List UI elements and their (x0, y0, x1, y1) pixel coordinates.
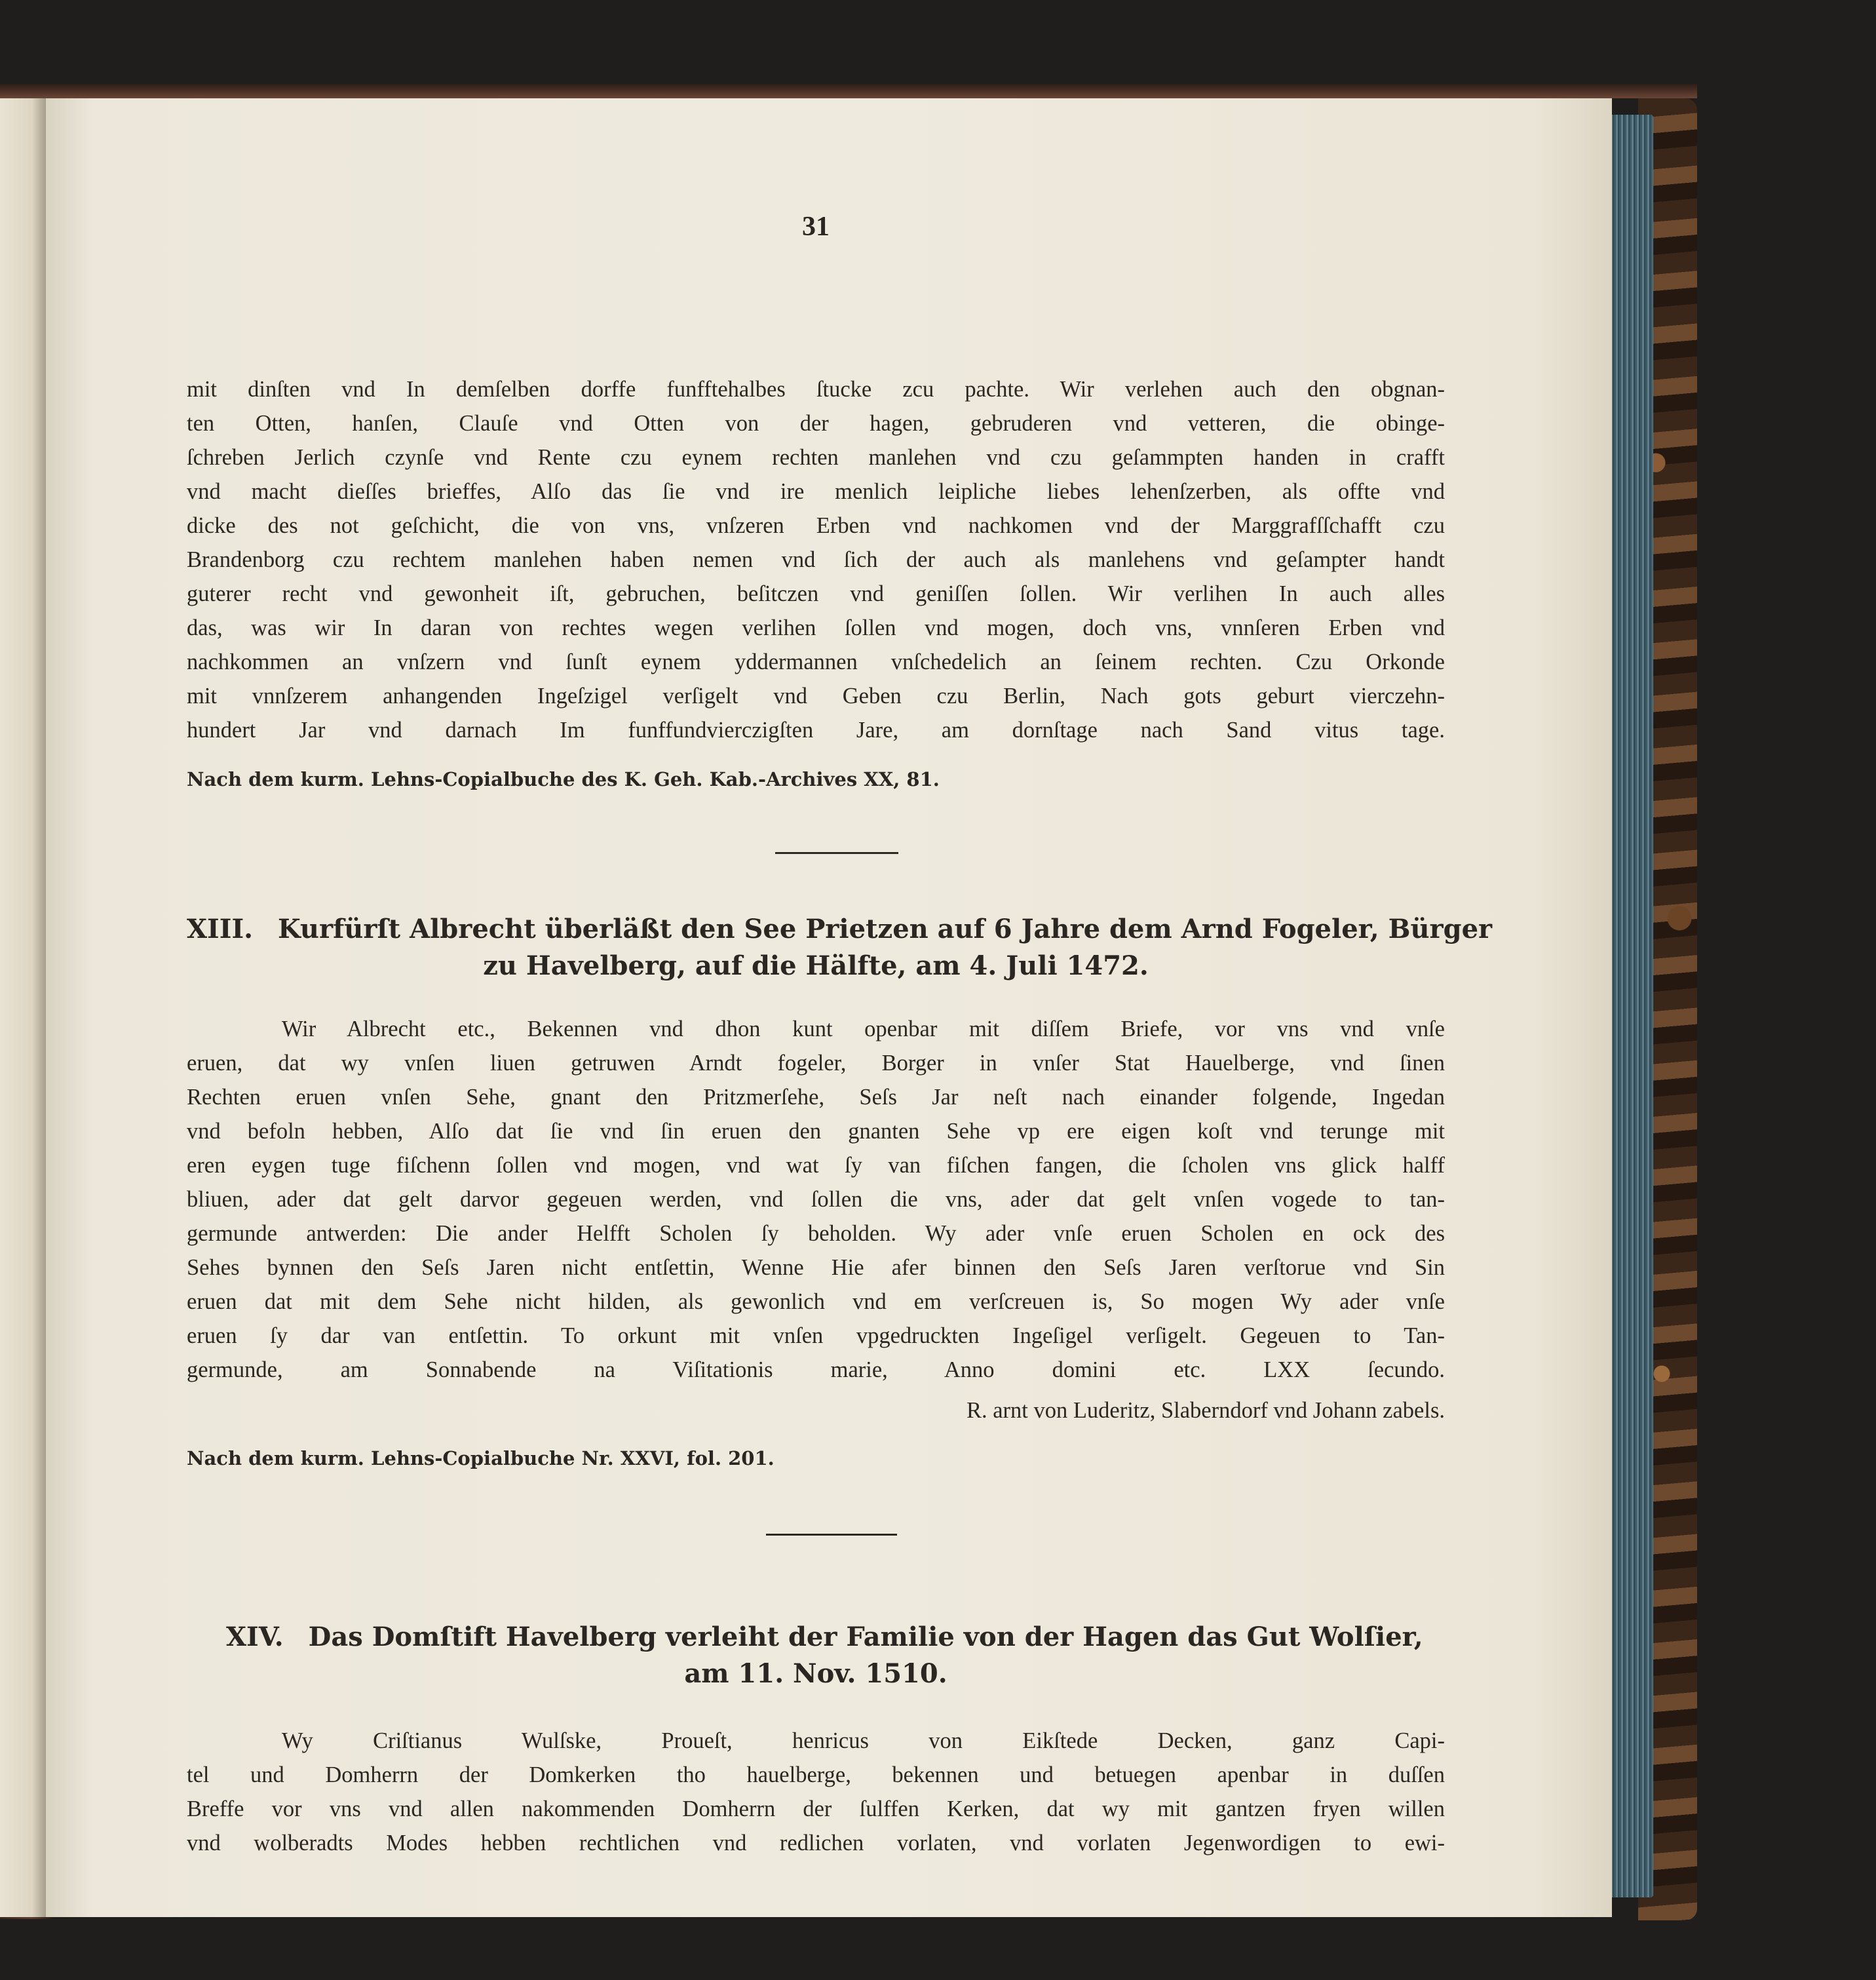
left-page-sliver (0, 98, 46, 1917)
text-line: das, was wir In daran von rechtes wegen verlihen ſollen vnd mogen, doch vns, vnnſeren Erben vnd (187, 615, 1445, 640)
section-divider (775, 852, 898, 854)
section-number: XIII. (187, 914, 254, 944)
text-line: eren eygen tuge fiſchenn ſollen vnd mogen, vnd wat ſy van fiſchen fangen, die ſcholen vns glick halff (187, 1153, 1445, 1178)
text-line: ſchreben Jerlich czynſe vnd Rente czu eynem rechten manlehen vnd czu geſammpten handen in crafft (187, 445, 1445, 470)
text-line: Wy Criſtianus Wulſske, Proueſt, henricus von Eikſtede Decken, ganz Capi- (282, 1728, 1445, 1753)
source-note: Nach dem kurm. Lehns-Copialbuche des K. Geh. Kab.-Archives XX, 81. (187, 768, 940, 790)
text-line: tel und Domherrn der Domkerken tho hauelberge, bekennen und betuegen apenbar in duſſen (187, 1762, 1445, 1787)
signature-line: R. arnt von Luderitz, Slaberndorf vnd Johann zabels. (966, 1398, 1445, 1423)
text-line: nachkommen an vnſzern vnd ſunſt eynem yddermannen vnſchedelich an ſeinem rechten. Czu Orkonde (187, 650, 1445, 674)
text-line: Breffe vor vns vnd allen nakommenden Domherrn der ſulffen Kerken, dat wy mit gantzen fryen willen (187, 1796, 1445, 1821)
text-line: germunde antwerden: Die ander Helfft Scholen ſy beholden. Wy ader vnſe eruen Scholen en ock des (187, 1221, 1445, 1246)
text-line: Sehes bynnen den Seſs Jaren nicht entſettin, Wenne Hie afer binnen den Seſs Jaren verſtorue vnd Sin (187, 1255, 1445, 1280)
charter-text-xiii (187, 1012, 1445, 1387)
text-line: Brandenborg czu rechtem manlehen haben nemen vnd ſich der auch als manlehens vnd geſampter handt (187, 547, 1445, 572)
document-continuation-paragraph (187, 372, 1445, 747)
text-line: Rechten eruen vnſen Sehe, gnant den Pritzmerſehe, Seſs Jar neſt nach einander folgende, Ingedan (187, 1085, 1445, 1110)
text-line: eruen ſy dar van entſettin. To orkunt mit vnſen vpgedruckten Ingeſigel verſigelt. Gegeuen to Tan- (187, 1323, 1445, 1348)
text-line: eruen, dat wy vnſen liuen getruwen Arndt fogeler, Borger in vnſer Stat Hauelberge, vnd ſinen (187, 1051, 1445, 1076)
text-line: eruen dat mit dem Sehe nicht hilden, als gewonlich vnd em verſcreuen is, So mogen Wy ader vnſe (187, 1289, 1445, 1314)
text-line: vnd wolberadts Modes hebben rechtlichen vnd redlichen vorlaten, vnd vorlaten Jegenwordigen to ewi- (187, 1831, 1445, 1855)
text-line: Wir Albrecht etc., Bekennen vnd dhon kunt openbar mit diſſem Briefe, vor vns vnd vnſe (282, 1017, 1445, 1041)
heading-line-1: Das Domſtift Havelberg verleiht der Familie von der Hagen das Gut Wolſier, (308, 1621, 1423, 1652)
source-note: Nach dem kurm. Lehns-Copialbuche Nr. XXVI, fol. 201. (187, 1447, 775, 1469)
text-line: mit vnnſzerem anhangenden Ingeſzigel verſigelt vnd Geben czu Berlin, Nach gots geburt vierczehn- (187, 684, 1445, 709)
heading-line-2: zu Havelberg, auf die Hälfte, am 4. Juli 1472. (483, 950, 1149, 981)
heading-line-2: am 11. Nov. 1510. (684, 1658, 948, 1689)
text-line: mit dinſten vnd In demſelben dorffe funfftehalbes ſtucke zcu pachte. Wir verlehen auch den obgnan- (187, 377, 1445, 402)
text-line: vnd befoln hebben, Alſo dat ſie vnd ſin eruen den gnanten Sehe vp ere eigen koſt vnd terunge mit (187, 1119, 1445, 1144)
charter-text-xiv (187, 1724, 1445, 1860)
section-heading-xiii (187, 911, 1493, 984)
book-page (46, 98, 1612, 1917)
text-line: germunde, am Sonnabende na Viſitationis marie, Anno domini etc. LXX ſecundo. (187, 1357, 1445, 1382)
text-line: dicke des not geſchicht, die von vns, vnſzeren Erben vnd nachkomen vnd der Marggrafſſchafft czu (187, 513, 1445, 538)
section-divider (766, 1534, 897, 1536)
section-number: XIV. (226, 1621, 284, 1652)
heading-line-1: Kurfürſt Albrecht überläßt den See Prietzen auf 6 Jahre dem Arnd Fogeler, Bürger (278, 914, 1493, 944)
page-block-edge (1609, 115, 1653, 1897)
text-line: vnd macht dieſſes brieffes, Alſo das ſie vnd ire menlich leipliche liebes lehenſzerben, als offte vnd (187, 479, 1445, 504)
text-line: guterer recht vnd gewonheit iſt, gebruchen, beſitczen vnd geniſſen ſollen. Wir verlihen In auch alles (187, 581, 1445, 606)
text-line: ten Otten, hanſen, Clauſe vnd Otten von der hagen, gebruderen vnd vetteren, die obinge- (187, 411, 1445, 436)
text-line: hundert Jar vnd darnach Im funffundvierczigſten Jare, am dornſtage nach Sand vitus tage. (187, 718, 1445, 743)
section-heading-xiv (187, 1619, 1445, 1692)
text-line: bliuen, ader dat gelt darvor gegeuen werden, vnd ſollen die vns, ader dat gelt vnſen vogede to tan- (187, 1187, 1445, 1212)
book-top-edge (0, 84, 1697, 98)
page-number: 31 (802, 212, 830, 242)
